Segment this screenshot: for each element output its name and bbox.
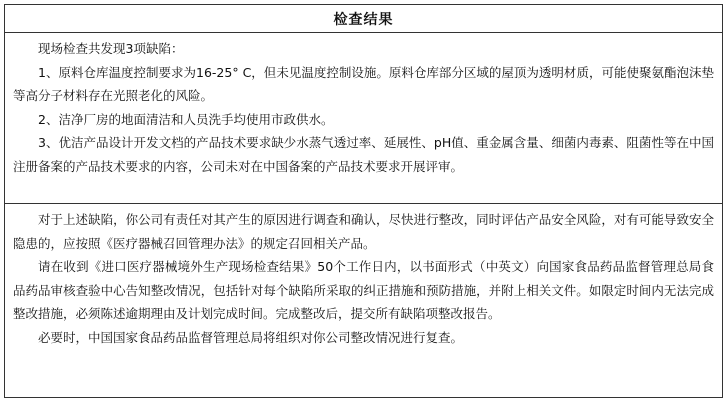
requirements-section xyxy=(5,204,722,397)
findings-section xyxy=(5,33,722,204)
finding-item-3: 3、优洁产品设计开发文档的产品技术要求缺少水蒸气透过率、延展性、pH值、重金属含量、细菌内毒素、阻菌性等在中国注册备案的产品技术要求的内容，公司未对在中国备案的产品技术要求开展评审。 xyxy=(13,135,714,174)
requirement-paragraph-1: 对于上述缺陷，你公司有责任对其产生的原因进行调查和确认，尽快进行整改，同时评估产品安全风险，对有可能导致安全隐患的，应按照《医疗器械召回管理办法》的规定召回相关产品。 xyxy=(13,212,714,251)
table-title: 检查结果 xyxy=(333,11,394,28)
finding-item-2: 2、洁净厂房的地面清洁和人员洗手均使用市政供水。 xyxy=(38,111,334,127)
requirement-paragraph-3: 必要时，中国国家食品药品监督管理总局将组织对你公司整改情况进行复查。 xyxy=(38,329,464,345)
table-header-row xyxy=(5,5,722,33)
requirement-paragraph-2: 请在收到《进口医疗器械境外生产现场检查结果》50个工作日内，以书面形式（中英文）向国家食品药品监督管理总局食品药品审核查验中心告知整改情况，包括针对每个缺陷所采取的纠正措施和预防措施，并附上相关文件。如限定时间内无法完成整改措施，必须陈述逾期理由及计划完成时间。完成整改后，提交所有缺陷项整改报告。 xyxy=(13,259,714,322)
finding-item-1: 1、原料仓库温度控制要求为16-25° C，但未见温度控制设施。原料仓库部分区域的屋顶为透明材质，可能使聚氨酯泡沫垫等高分子材料存在光照老化的风险。 xyxy=(13,64,714,104)
inspection-result-table xyxy=(4,4,723,398)
findings-intro: 现场检查共发现3项缺陷： xyxy=(38,41,184,56)
